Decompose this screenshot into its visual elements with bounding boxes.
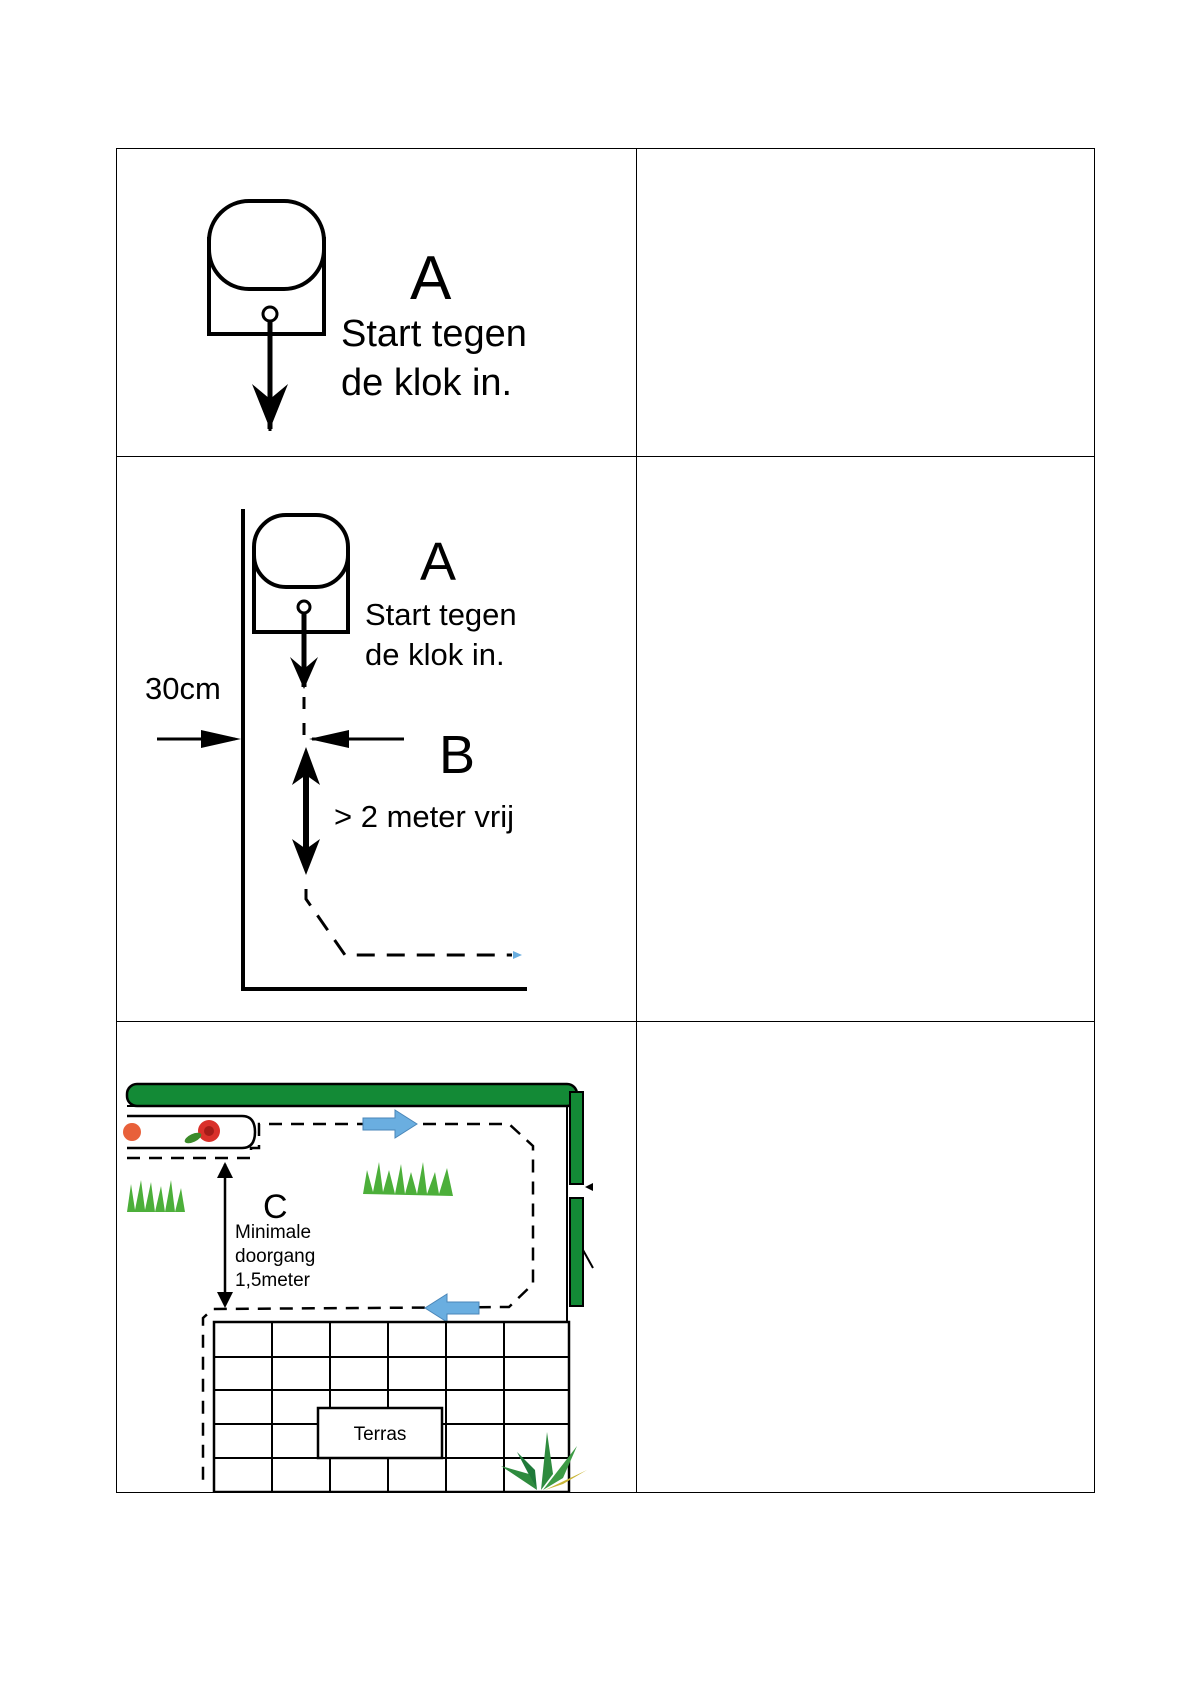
diagram-cell-clearance [117,457,637,1022]
table-row [117,149,1095,457]
charging-station-icon [209,149,324,344]
label-distance: 30cm [145,671,221,706]
start-diagram [117,149,636,456]
charging-station-icon [254,515,348,632]
text-cell-empty-1 [637,149,1095,457]
label-start-line2: de klok in. [365,637,505,672]
distance-arrows [157,723,404,748]
label-start-line2: de klok in. [341,362,513,404]
label-letter-a: A [410,244,452,313]
label-start-line1: Start tegen [365,597,517,632]
free-space-arrow-icon [292,747,320,875]
label-free-space: > 2 meter vrij [334,799,515,834]
flower-bed [123,1116,255,1148]
table-row [117,1022,1095,1493]
label-passage-line1: Minimale [235,1222,312,1243]
text-cell-empty-3 [637,1022,1095,1493]
arrow-down-icon [252,321,288,431]
diagram-cell-passage [117,1022,637,1493]
label-letter-a: A [420,532,457,592]
label-passage-line3: 1,5meter [235,1270,310,1291]
clearance-diagram [117,457,636,1021]
label-letter-b: B [439,725,476,785]
label-terrace: Terras [353,1424,407,1445]
label-start-line1: Start tegen [341,313,527,355]
grass-icon [127,1162,453,1212]
text-cell-empty-2 [637,457,1095,1022]
passage-arrow-icon [217,1162,233,1308]
table-row [117,457,1095,1022]
terrace-grid [214,1322,569,1492]
instruction-table [116,148,1095,1493]
diagram-cell-start [117,149,637,457]
label-letter-c: C [263,1188,288,1226]
label-passage-line2: doorgang [235,1246,316,1267]
mower-path [306,889,522,959]
direction-arrow-icon [363,1110,479,1322]
garden-diagram [117,1022,636,1492]
